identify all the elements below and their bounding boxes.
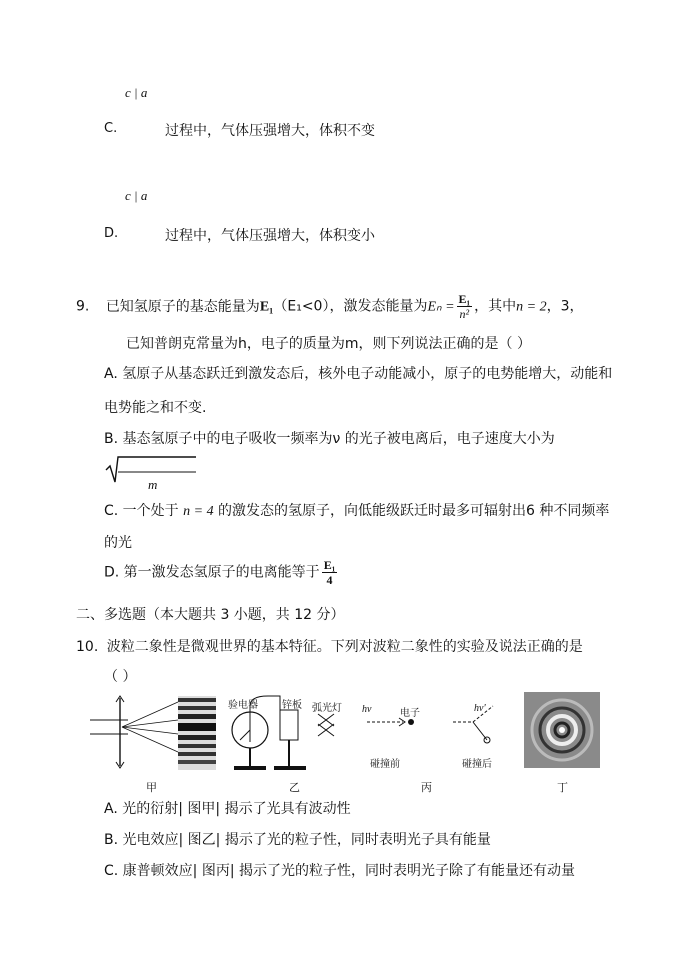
arc-lamp: [318, 714, 334, 726]
figure-caption-bing: 丙: [421, 781, 432, 794]
q10-option-c: C. 康普顿效应| 图丙| 揭示了光的粒子性，同时表明光子除了有能量还有动量: [104, 863, 576, 879]
figure-diffraction: [88, 690, 218, 780]
q9-e1: E₁: [259, 299, 274, 315]
electroscope-leaf: [240, 730, 250, 740]
q9-option-c: [104, 500, 609, 520]
q9-text-part3: ，其中: [474, 298, 517, 315]
option-d-prefix: D. 第一激发态氢原子的电离能等于: [104, 564, 320, 581]
figure-caption-ding: 丁: [557, 781, 568, 794]
section-header: 二、多选题（本大题共 3 小题，共 12 分）: [76, 607, 345, 623]
label-before-collision: 碰撞前: [370, 759, 400, 770]
q9-text-part1: 已知氢原子的基态能量为: [105, 298, 260, 315]
diffraction-pattern: [178, 696, 216, 770]
electron-dot: [408, 719, 414, 725]
fraction-numerator: E₁: [458, 292, 471, 306]
option-d-text: 过程中，气体压强增大，体积变小: [165, 228, 375, 244]
q10-text: 波粒二象性是微观世界的基本特征。下列对波粒二象性的实验及说法正确的是: [106, 639, 583, 655]
label-hv-prime: hν': [474, 703, 486, 714]
q9-option-d: [104, 558, 339, 587]
label-electroscope: 验电器: [228, 700, 258, 711]
question-number: 9.: [76, 298, 90, 315]
label-zinc-plate: 锌板: [282, 700, 302, 711]
q9-fraction: [457, 292, 473, 321]
question-10-stem: [76, 636, 583, 656]
label-after-collision: 碰撞后: [462, 759, 492, 770]
fraction-denominator: n²: [459, 307, 470, 321]
sqrt-denominator: m: [148, 477, 158, 492]
figure-electron-diffraction: [524, 692, 600, 768]
label-arc-lamp: 弧光灯: [312, 703, 342, 714]
arc-lamp: [318, 724, 334, 736]
q9-paren: （E₁<0）: [273, 298, 330, 315]
center-spot: [559, 727, 565, 733]
q10-option-b: B. 光电效应| 图乙| 揭示了光的粒子性，同时表明光子具有能量: [104, 832, 491, 848]
q9-option-a-line2: 电势能之和不变.: [104, 400, 207, 416]
option-d-label: D.: [104, 226, 119, 241]
question-number: 10.: [76, 639, 99, 655]
option-d-fragment: c | a: [125, 188, 148, 203]
q9-text-part4: ，3，: [546, 298, 584, 315]
q9-text-part2: ，激发态能量为: [329, 298, 428, 315]
zinc-plate: [280, 710, 298, 740]
label-hv: hν: [362, 704, 372, 715]
figure-caption-yi: 乙: [289, 781, 300, 794]
option-c-text: 过程中，气体压强增大，体积不变: [165, 123, 375, 139]
stand-base: [234, 766, 266, 770]
q9-n-equals: n = 2: [516, 299, 547, 315]
q9-option-b: B. 基态氢原子中的电子吸收一频率为ν 的光子被电离后，电子速度大小为: [104, 431, 555, 447]
q10-paren: （ ）: [104, 669, 137, 685]
fraction-numerator: E₁: [323, 558, 336, 572]
fraction-denominator: 4: [326, 573, 333, 587]
stand-base: [274, 766, 306, 770]
question-9-stem: [76, 292, 584, 321]
option-c-n: n = 4: [183, 504, 214, 519]
q9-option-a: A. 氢原子从基态跃迁到激发态后，核外电子动能减小，原子的电势能增大，动能和: [104, 366, 613, 382]
label-electron: 电子: [400, 708, 420, 719]
q9-en: Eₙ =: [427, 299, 455, 315]
option-c-suffix: 的激发态的氢原子，向低能级跃迁时最多可辐射出6 种不同频率: [218, 503, 610, 519]
option-c-label: C.: [104, 121, 118, 136]
option-c-fragment: c | a: [125, 85, 148, 100]
option-c-prefix: C. 一个处于: [104, 503, 179, 519]
option-d-fraction: [322, 558, 338, 587]
figure-caption-jia: 甲: [146, 781, 157, 794]
q9-line2: 已知普朗克常量为h，电子的质量为m，则下列说法正确的是（ ）: [126, 336, 531, 352]
q9-option-c-line2: 的光: [104, 535, 132, 551]
q10-option-a: A. 光的衍射| 图甲| 揭示了光具有波动性: [104, 801, 351, 817]
